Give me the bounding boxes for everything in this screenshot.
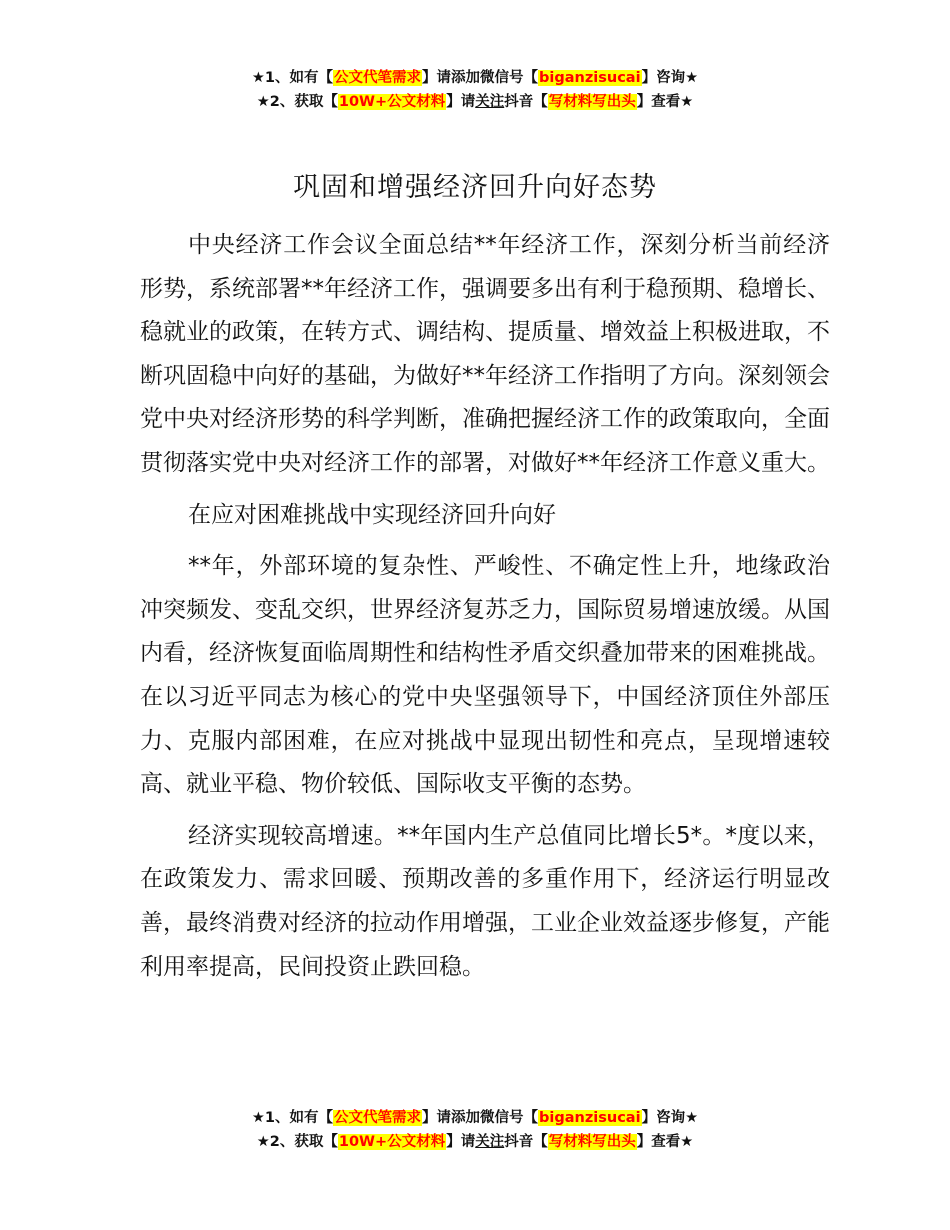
highlight-wechat-id: biganzisucai xyxy=(539,1110,641,1126)
underlined-follow: 关注 xyxy=(475,1134,505,1150)
underlined-follow: 关注 xyxy=(475,94,505,110)
highlight-materials: 10W+公文材料 xyxy=(338,1134,446,1150)
highlight-douyin-account: 写材料写出头 xyxy=(548,1134,636,1150)
highlight-wechat-id: biganzisucai xyxy=(539,70,641,86)
paragraph-2: **年，外部环境的复杂性、严峻性、不确定性上升，地缘政治冲突频发、变乱交织，世界经济复苏乏力，国际贸易增速放缓。从国内看，经济恢复面临周期性和结构性矛盾交织叠加带来的困难挑战。在以习近平同志为核心的党中央坚强领导下，中国经济顶住外部压力、克服内部困难，在应对挑战中显现出韧性和亮点，呈现增速较高、就业平稳、物价较低、国际收支平衡的态势。 xyxy=(140,553,830,798)
header-banner xyxy=(0,66,950,114)
banner-line-1: ★1、如有【公文代笔需求】请添加微信号【biganzisucai】咨询★ xyxy=(251,1110,699,1126)
section-heading: 在应对困难挑战中实现经济回升向好 xyxy=(188,501,556,528)
highlight-materials: 10W+公文材料 xyxy=(338,94,446,110)
document-body xyxy=(140,224,830,989)
footer-banner xyxy=(0,1106,950,1154)
highlight-douyin-account: 写材料写出头 xyxy=(548,94,636,110)
banner-line-2: ★2、获取【10W+公文材料】请关注抖音【写材料写出头】查看★ xyxy=(256,94,694,110)
highlight-ghostwriting: 公文代笔需求 xyxy=(334,70,422,86)
banner-line-1: ★1、如有【公文代笔需求】请添加微信号【biganzisucai】咨询★ xyxy=(251,70,699,86)
paragraph-1: 中央经济工作会议全面总结**年经济工作，深刻分析当前经济形势，系统部署**年经济工作，强调要多出有利于稳预期、稳增长、稳就业的政策，在转方式、调结构、提质量、增效益上积极进取，不断巩固稳中向好的基础，为做好**年经济工作指明了方向。深刻领会党中央对经济形势的科学判断，准确把握经济工作的政策取向，全面贯彻落实党中央对经济工作的部署，对做好**年经济工作意义重大。 xyxy=(140,232,830,476)
highlight-ghostwriting: 公文代笔需求 xyxy=(334,1110,422,1126)
banner-line-2: ★2、获取【10W+公文材料】请关注抖音【写材料写出头】查看★ xyxy=(256,1134,694,1150)
document-title: 巩固和增强经济回升向好态势 xyxy=(293,172,657,203)
paragraph-3: 经济实现较高增速。**年国内生产总值同比增长5*。*度以来，在政策发力、需求回暖、预期改善的多重作用下，经济运行明显改善，最终消费对经济的拉动作用增强，工业企业效益逐步修复，产能利用率提高，民间投资止跌回稳。 xyxy=(140,822,830,980)
